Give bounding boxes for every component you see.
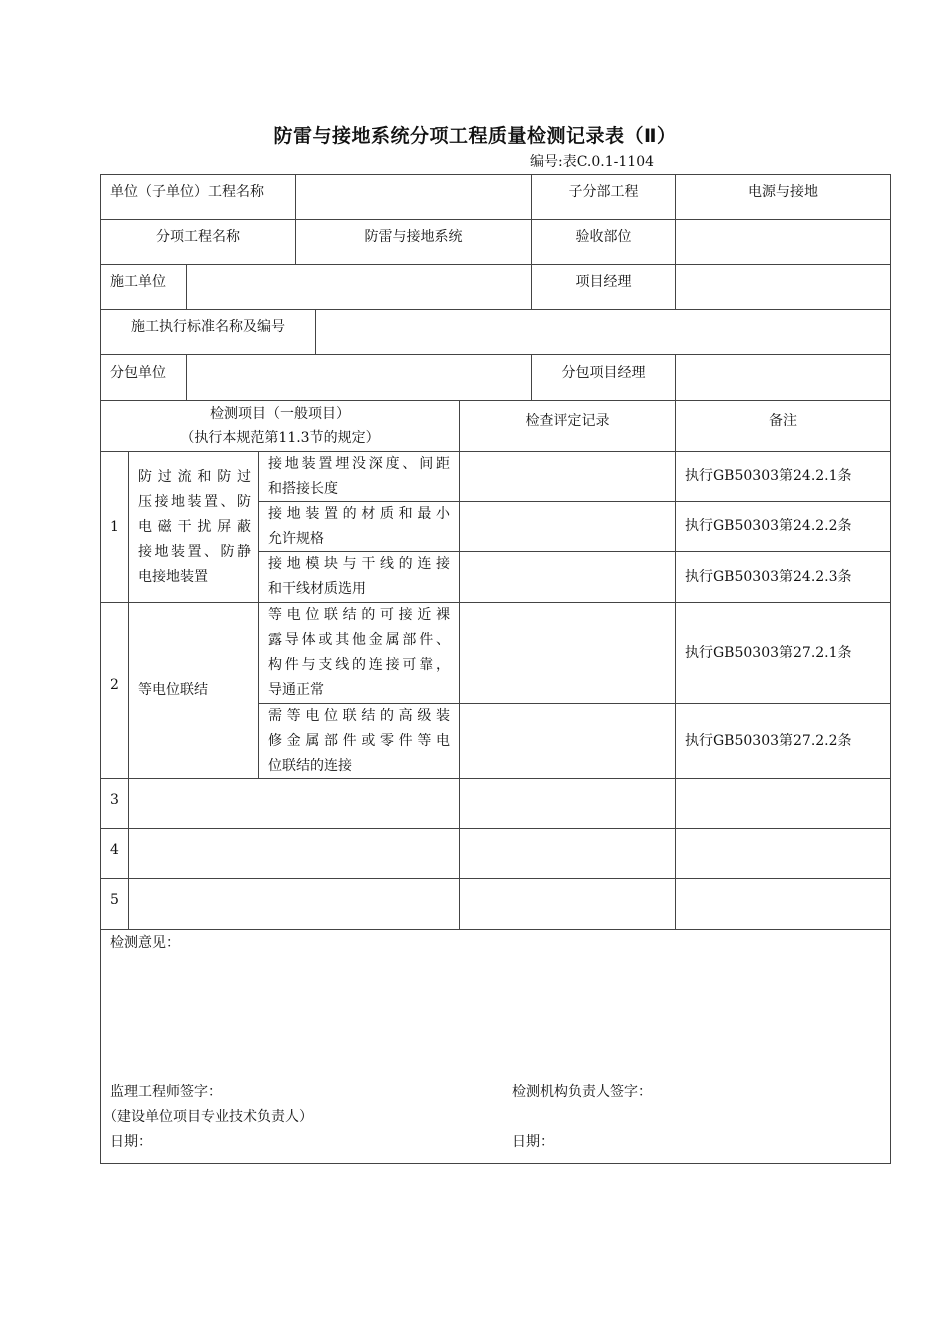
acceptance-part-label: 验收部位 bbox=[575, 228, 632, 245]
check-record-cell[interactable] bbox=[460, 704, 675, 778]
supervisor-role-note: （建设单位项目专业技术负责人） bbox=[103, 1109, 313, 1125]
row-3-number: 3 bbox=[110, 791, 119, 808]
row-5-record[interactable] bbox=[460, 879, 675, 929]
subcontract-pm-value[interactable] bbox=[676, 355, 890, 400]
group-1-number: 1 bbox=[110, 518, 119, 535]
group-1-name bbox=[129, 452, 258, 602]
supervisor-date-label[interactable]: 日期： bbox=[110, 1134, 152, 1150]
items-header-line2: （执行本规范第11.3节的规定） bbox=[180, 430, 380, 446]
remark-cell: 执行GB50303第24.2.3条 bbox=[685, 568, 852, 585]
group-1-name-line: 电接地装置 bbox=[138, 568, 208, 585]
subcontract-pm-label: 分包项目经理 bbox=[561, 364, 646, 381]
acceptance-part-value[interactable] bbox=[676, 220, 890, 264]
supervisor-signature-label[interactable]: 监理工程师签字： bbox=[110, 1084, 222, 1100]
inspection-opinion-label: 检测意见： bbox=[110, 935, 180, 951]
check-record-cell[interactable] bbox=[460, 603, 675, 703]
form-title: 防雷与接地系统分项工程质量检测记录表（Ⅱ） bbox=[273, 125, 677, 147]
execution-standard-label: 施工执行标准名称及编号 bbox=[131, 318, 285, 335]
items-header-line1: 检测项目（一般项目） bbox=[210, 406, 350, 422]
check-item-line: 导通正常 bbox=[268, 682, 324, 698]
check-record-cell[interactable] bbox=[460, 552, 675, 602]
check-record-cell[interactable] bbox=[460, 502, 675, 551]
item-project-name-value[interactable]: 防雷与接地系统 bbox=[364, 228, 463, 245]
check-item bbox=[259, 704, 459, 778]
sub-division-label: 子分部工程 bbox=[568, 183, 639, 200]
form-code: 编号:表C.0.1-1104 bbox=[530, 154, 655, 170]
remark-cell: 执行GB50303第27.2.1条 bbox=[685, 644, 852, 661]
group-2-name: 等电位联结 bbox=[138, 682, 208, 698]
group-2-number: 2 bbox=[110, 677, 119, 693]
check-item-line: 接地装置的材质和最小 bbox=[268, 505, 450, 522]
subcontract-unit-value[interactable] bbox=[187, 355, 531, 400]
group-1-name-line: 压接地装置、防 bbox=[138, 493, 251, 510]
agency-date-label[interactable]: 日期： bbox=[512, 1134, 554, 1150]
construction-unit-value[interactable] bbox=[187, 265, 531, 309]
check-item-line: 等电位联结的可接近裸 bbox=[268, 607, 450, 623]
row-5-number: 5 bbox=[110, 892, 119, 908]
row-5-remark[interactable] bbox=[676, 879, 890, 929]
row-3-item[interactable] bbox=[129, 779, 459, 828]
remark-column-header: 备注 bbox=[769, 412, 797, 429]
check-item-line: 接地装置埋没深度、间距 bbox=[268, 455, 450, 472]
row-5-item[interactable] bbox=[129, 879, 459, 929]
item-project-name-label: 分项工程名称 bbox=[156, 228, 240, 245]
check-item-line: 接地模块与干线的连接 bbox=[268, 556, 450, 572]
check-item bbox=[259, 452, 459, 501]
remark-cell: 执行GB50303第24.2.2条 bbox=[685, 518, 852, 534]
project-manager-label: 项目经理 bbox=[575, 273, 632, 290]
group-1-name-line: 接地装置、防静 bbox=[138, 543, 251, 560]
remark-cell: 执行GB50303第27.2.2条 bbox=[685, 732, 852, 749]
check-item bbox=[259, 502, 459, 551]
remark-cell: 执行GB50303第24.2.1条 bbox=[685, 468, 852, 484]
unit-project-name-label: 单位（子单位）工程名称 bbox=[110, 183, 264, 200]
unit-project-name-value[interactable] bbox=[296, 175, 531, 219]
check-item-line: 修金属部件或零件等电 bbox=[268, 732, 450, 749]
check-item-line: 和搭接长度 bbox=[268, 480, 338, 497]
execution-standard-value[interactable] bbox=[316, 310, 890, 354]
agency-signature-label[interactable]: 检测机构负责人签字： bbox=[512, 1084, 652, 1100]
group-1-name-line: 电磁干扰屏蔽 bbox=[138, 518, 251, 535]
row-4-remark[interactable] bbox=[676, 829, 890, 878]
check-item bbox=[259, 552, 459, 602]
row-4-record[interactable] bbox=[460, 829, 675, 878]
check-item bbox=[259, 603, 459, 703]
record-column-header: 检查评定记录 bbox=[525, 412, 610, 429]
check-item-line: 位联结的连接 bbox=[268, 757, 352, 774]
row-4-number: 4 bbox=[110, 841, 119, 858]
row-3-record[interactable] bbox=[460, 779, 675, 828]
check-item-line: 和干线材质选用 bbox=[268, 581, 366, 597]
group-1-name-line: 防过流和防过 bbox=[138, 468, 251, 485]
check-item-line: 构件与支线的连接可靠， bbox=[268, 657, 450, 673]
check-item-line: 露导体或其他金属部件、 bbox=[268, 632, 450, 648]
row-3-remark[interactable] bbox=[676, 779, 890, 828]
construction-unit-label: 施工单位 bbox=[110, 273, 166, 290]
check-item-line: 需等电位联结的高级装 bbox=[268, 707, 450, 724]
sub-division-value[interactable]: 电源与接地 bbox=[748, 183, 818, 200]
project-manager-value[interactable] bbox=[676, 265, 890, 309]
check-record-cell[interactable] bbox=[460, 452, 675, 501]
check-item-line: 允许规格 bbox=[268, 530, 324, 547]
items-column-header bbox=[101, 401, 459, 451]
subcontract-unit-label: 分包单位 bbox=[110, 364, 166, 381]
row-4-item[interactable] bbox=[129, 829, 459, 878]
